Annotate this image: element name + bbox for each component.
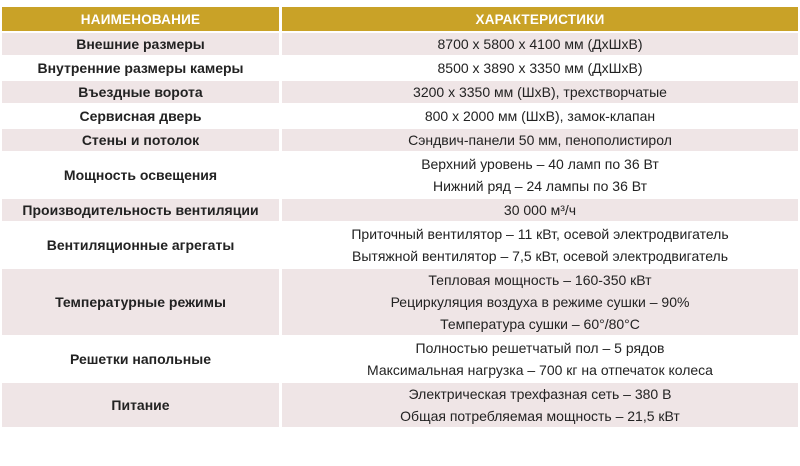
table-row [2,335,798,381]
row-name-cell: Стены и потолок [2,127,282,151]
row-name-cell: Температурные режимы [2,267,282,335]
row-value-cell [282,221,798,267]
row-name-cell: Мощность освещения [2,151,282,197]
table-row [2,151,798,197]
table-row [2,31,798,55]
table-row [2,103,798,127]
row-name-cell: Производительность вентиляции [2,197,282,221]
table-header-row [2,7,798,31]
row-value-cell [282,381,798,427]
spec-line: Сэндвич-панели 50 мм, пенополистирол [408,132,672,148]
specs-table [2,7,798,427]
table-body [2,31,798,427]
spec-line: 8700 х 5800 х 4100 мм (ДхШхВ) [437,36,643,52]
table-row [2,221,798,267]
row-value-cell [282,31,798,55]
row-value-cell [282,55,798,79]
table-row [2,79,798,103]
spec-line: Тепловая мощность – 160-350 кВт [428,272,652,288]
column-header-specs: ХАРАКТЕРИСТИКИ [282,7,798,31]
spec-line: 8500 х 3890 х 3350 мм (ДхШхВ) [437,60,643,76]
row-value-cell [282,335,798,381]
row-name-cell: Внутренние размеры камеры [2,55,282,79]
spec-line: 3200 х 3350 мм (ШхВ), трехстворчатые [413,84,667,100]
row-name-cell: Вентиляционные агрегаты [2,221,282,267]
spec-line: Нижний ряд – 24 лампы по 36 Вт [432,178,648,194]
column-header-name: НАИМЕНОВАНИЕ [2,7,282,31]
table-row [2,127,798,151]
row-value-cell [282,151,798,197]
spec-line: 30 000 м³/ч [503,202,577,218]
row-name-cell: Въездные ворота [2,79,282,103]
table-row [2,381,798,427]
spec-line: Рециркуляция воздуха в режиме сушки – 90% [390,294,690,310]
spec-line: 800 х 2000 мм (ШхВ), замок-клапан [424,108,656,124]
row-value-cell [282,127,798,151]
table-row [2,197,798,221]
spec-line: Электрическая трехфазная сеть – 380 В [408,386,672,402]
spec-line: Верхний уровень – 40 ламп по 36 Вт [421,156,659,172]
row-name-cell: Сервисная дверь [2,103,282,127]
table-row [2,267,798,335]
spec-line: Приточный вентилятор – 11 кВт, осевой электродвигатель [351,226,729,242]
spec-line: Максимальная нагрузка – 700 кг на отпечаток колеса [367,362,713,378]
spec-line: Температура сушки – 60°/80°С [440,316,640,332]
table-row [2,55,798,79]
spec-line: Общая потребляемая мощность – 21,5 кВт [400,408,680,424]
row-value-cell [282,197,798,221]
spec-line: Вытяжной вентилятор – 7,5 кВт, осевой электродвигатель [352,248,728,264]
row-name-cell: Питание [2,381,282,427]
row-name-cell: Внешние размеры [2,31,282,55]
row-value-cell [282,79,798,103]
row-name-cell: Решетки напольные [2,335,282,381]
row-value-cell [282,267,798,335]
row-value-cell [282,103,798,127]
spec-line: Полностью решетчатый пол – 5 рядов [415,340,665,356]
